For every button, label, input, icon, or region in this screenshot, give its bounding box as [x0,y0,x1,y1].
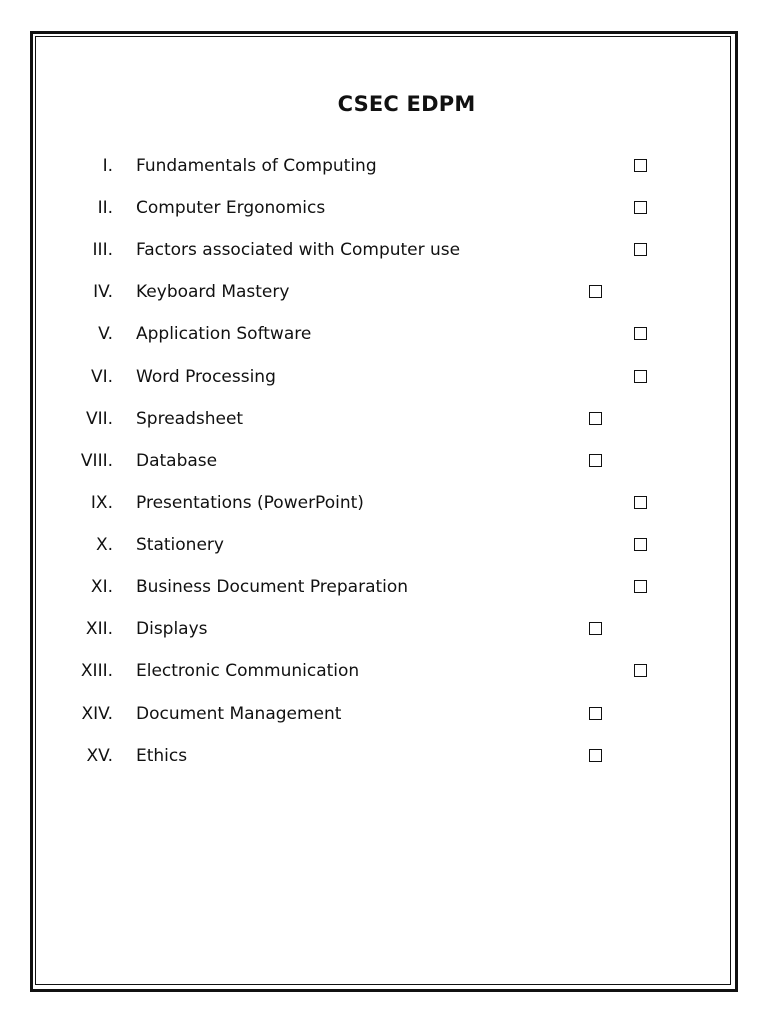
item-numeral: X. [95,535,113,555]
list-item [0,575,768,599]
item-numeral: XIV. [81,704,113,724]
checkbox[interactable] [589,622,602,635]
checkbox[interactable] [634,370,647,383]
item-label: Stationery [136,535,224,555]
list-item [0,280,768,304]
item-label: Spreadsheet [136,409,244,429]
item-label: Keyboard Mastery [136,282,290,302]
list-item [0,533,768,557]
item-numeral: VI. [90,367,113,387]
checkbox[interactable] [634,159,647,172]
item-numeral: I. [102,156,113,176]
item-label: Presentations (PowerPoint) [136,493,364,513]
list-item [0,659,768,683]
checkbox[interactable] [634,664,647,677]
item-numeral: XI. [90,577,113,597]
checkbox[interactable] [589,454,602,467]
checkbox[interactable] [634,243,647,256]
item-label: Application Software [136,324,312,344]
item-numeral: III. [92,240,113,260]
item-label: Factors associated with Computer use [136,240,461,260]
item-label: Word Processing [136,367,276,387]
checkbox[interactable] [634,327,647,340]
item-label: Electronic Communication [136,661,360,681]
item-numeral: V. [98,324,113,344]
list-item [0,744,768,768]
item-numeral: II. [97,198,113,218]
checkbox[interactable] [634,496,647,509]
item-numeral: IX. [90,493,113,513]
list-item [0,491,768,515]
list-item [0,196,768,220]
item-label: Displays [136,619,208,639]
list-item [0,154,768,178]
list-item [0,238,768,262]
checkbox[interactable] [634,538,647,551]
checkbox[interactable] [589,749,602,762]
checkbox[interactable] [634,580,647,593]
item-label: Computer Ergonomics [136,198,326,218]
item-numeral: IV. [93,282,113,302]
item-label: Database [136,451,218,471]
item-label: Ethics [136,746,188,766]
item-numeral: XII. [85,619,113,639]
list-item [0,365,768,389]
item-label: Business Document Preparation [136,577,409,597]
item-numeral: VIII. [80,451,113,471]
checkbox[interactable] [589,285,602,298]
list-item [0,702,768,726]
list-item [0,617,768,641]
list-item [0,449,768,473]
list-item [0,322,768,346]
list-item [0,407,768,431]
item-numeral: XIII. [80,661,113,681]
checkbox[interactable] [589,707,602,720]
checkbox[interactable] [634,201,647,214]
item-numeral: VII. [85,409,113,429]
checkbox[interactable] [589,412,602,425]
item-label: Fundamentals of Computing [136,156,377,176]
document-title: CSEC EDPM [337,92,476,116]
item-numeral: XV. [86,746,113,766]
item-label: Document Management [136,704,342,724]
